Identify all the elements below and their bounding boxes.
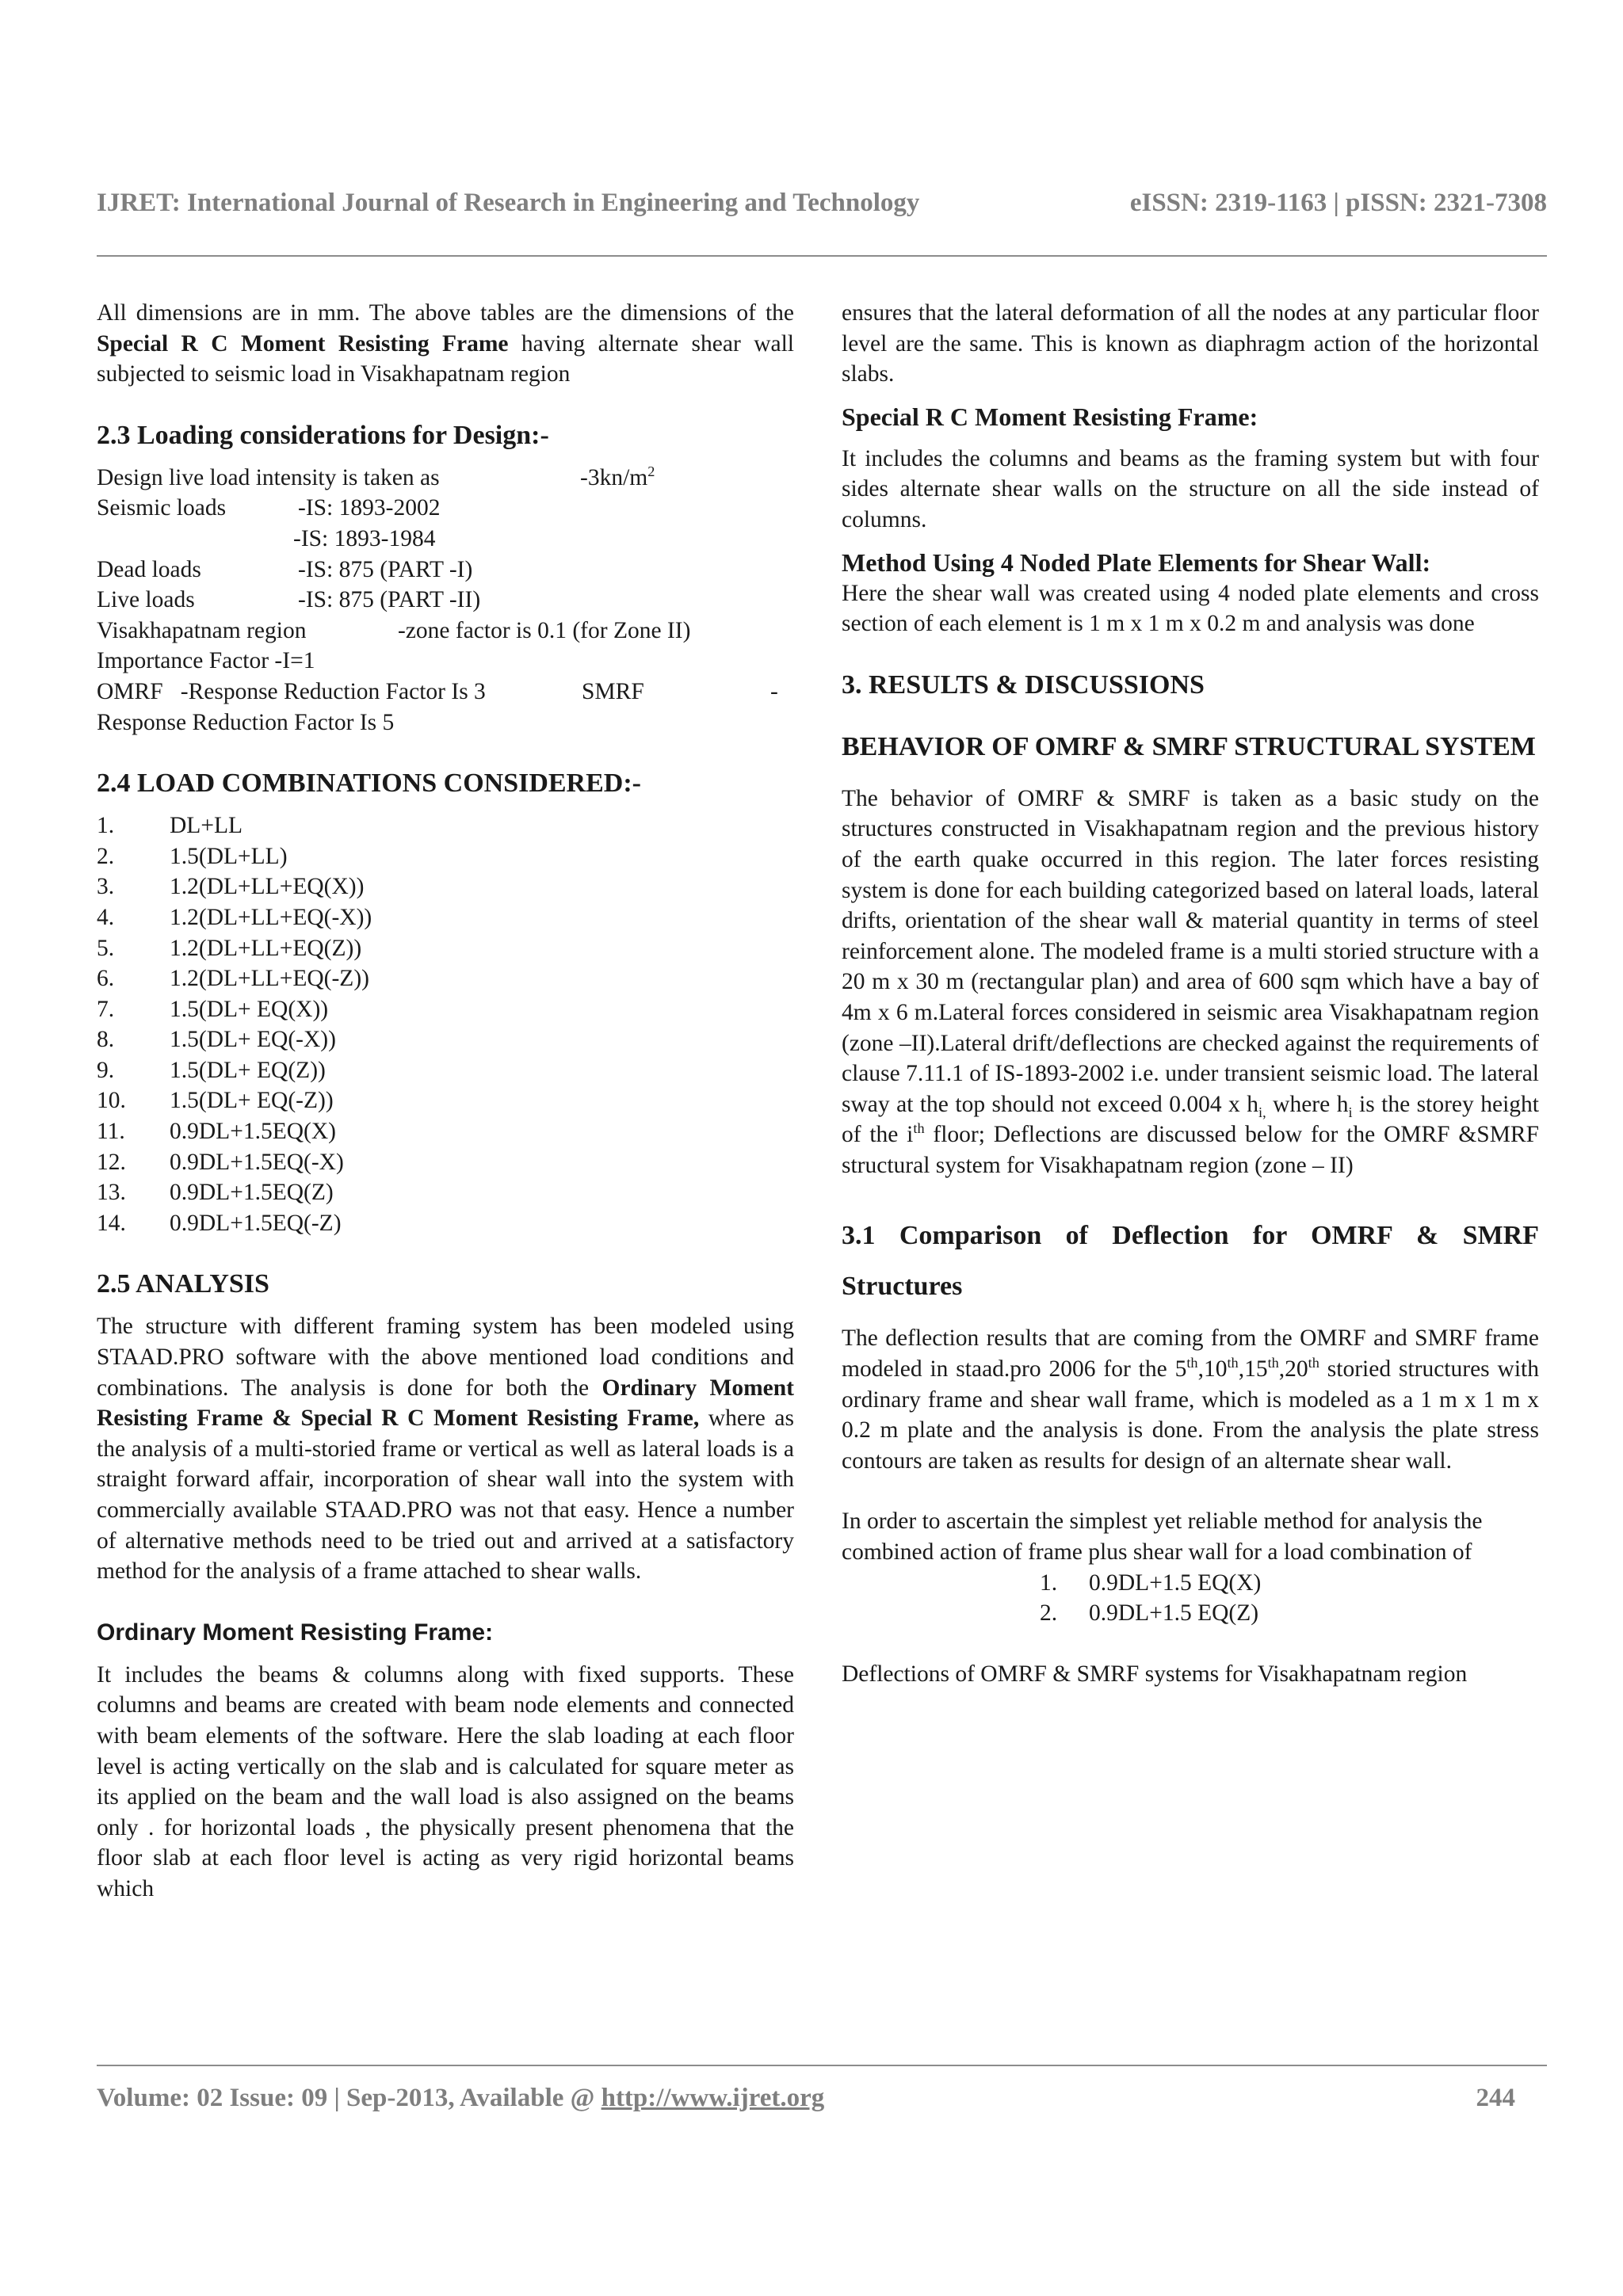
loading-importance: Importance Factor -I=1 xyxy=(97,648,315,674)
page-number: 244 xyxy=(1476,2084,1515,2112)
list-item xyxy=(97,1208,794,1239)
deflection-text: ,15 xyxy=(1238,1356,1268,1383)
superscript: th xyxy=(1308,1355,1319,1371)
list-number: 4. xyxy=(97,904,115,930)
list-text: 1.2(DL+LL+EQ(Z)) xyxy=(170,935,362,961)
method-heading: Method Using 4 Noded Plate Elements for Shear Wall: xyxy=(842,547,1431,577)
behavior-text: floor; Deflections are discussed below for the OMRF &SMRF structural system for Visakhapatnam region (zone – II) xyxy=(842,1122,1540,1178)
list-text: 0.9DL+1.5 EQ(X) xyxy=(1089,1569,1262,1596)
list-text: 1.2(DL+LL+EQ(-X)) xyxy=(170,904,372,930)
running-header xyxy=(97,189,1547,218)
list-text: 0.9DL+1.5EQ(-X) xyxy=(170,1149,344,1175)
list-text: 1.5(DL+LL) xyxy=(170,843,288,869)
list-number: 1. xyxy=(97,813,115,839)
list-item xyxy=(97,810,794,841)
section-2-3-heading: 2.3 Loading considerations for Design:- xyxy=(97,420,549,450)
loading-label: Live loads xyxy=(97,587,195,613)
loading-dash: - xyxy=(770,678,778,704)
loading-seismic-2 xyxy=(97,524,794,555)
deflection-text: ,10 xyxy=(1197,1356,1228,1383)
issn-label: eISSN: 2319-1163 | pISSN: 2321-7308 xyxy=(1129,189,1547,217)
loading-live-design xyxy=(97,463,794,494)
list-number: 3. xyxy=(97,874,115,900)
intro-bold: Special R C Moment Resisting Frame xyxy=(97,330,509,357)
behavior-text: The behavior of OMRF & SMRF is taken as a basic study on the structures constructed in Visakhapatnam region and the previous history of the earth quake occurred in this region. The later forces resisting system is done for each building categorized based on lateral loads, lateral drifts, orientation of the shear wall & material quantity in terms of steel reinforcement alone. The modeled frame is a multi storied structure with a 20 m x 30 m (rectangular plan) and area of 600 sqm which have a bay of 4m x 6 m.Lateral forces considered in seismic area Visakhapatnam region (zone –II).Lateral drift/deflections are checked against the requirements of clause 7.11.1 of IS-1893-2002 i.e. under transient seismic load. The lateral sway at the top should not exceed 0.004 x h xyxy=(842,785,1539,1117)
superscript: th xyxy=(1267,1355,1279,1371)
list-number: 11. xyxy=(97,1119,125,1145)
list-number: 1. xyxy=(1040,1569,1058,1596)
diaphragm-paragraph: ensures that the lateral deformation of all the nodes at any particular floor level are the same. This is known as diaphragm action of the horizontal slabs. xyxy=(842,300,1539,387)
loading-list xyxy=(97,463,794,738)
list-number: 9. xyxy=(97,1057,115,1083)
intro-text: All dimensions are in mm. The above tables are the dimensions of the xyxy=(97,300,794,326)
list-number: 12. xyxy=(97,1149,126,1175)
list-number: 7. xyxy=(97,996,115,1022)
superscript: th xyxy=(1186,1355,1198,1371)
loading-label: Seismic loads xyxy=(97,495,227,521)
list-item xyxy=(97,1024,794,1055)
superscript: th xyxy=(1227,1355,1239,1371)
list-text: 1.2(DL+LL+EQ(-Z)) xyxy=(170,966,369,992)
footer-rule xyxy=(97,2065,1547,2066)
behavior-text: is the storey height of the i xyxy=(842,1091,1539,1148)
running-footer xyxy=(97,2084,1515,2113)
order-paragraph: In order to ascertain the simplest yet reliable method for analysis the combined action of frame plus shear wall for a load combination of xyxy=(842,1508,1483,1566)
list-text: 1.2(DL+LL+EQ(X)) xyxy=(170,874,365,900)
deflection-paragraph xyxy=(842,1323,1539,1476)
behavior-paragraph xyxy=(842,784,1539,1181)
smrf-heading: Special R C Moment Resisting Frame: xyxy=(842,402,1258,431)
behavior-heading: BEHAVIOR OF OMRF & SMRF STRUCTURAL SYSTEM xyxy=(842,731,1536,761)
list-item xyxy=(1040,1598,1539,1629)
list-text: 0.9DL+1.5 EQ(Z) xyxy=(1089,1600,1259,1627)
list-item xyxy=(97,963,794,994)
loading-omrf-smrf xyxy=(97,677,794,707)
deflection-text: ,20 xyxy=(1278,1356,1308,1383)
list-number: 10. xyxy=(97,1088,126,1114)
superscript: th xyxy=(913,1120,925,1137)
loading-live xyxy=(97,585,794,616)
behavior-text: where h xyxy=(1266,1091,1349,1117)
list-text: 0.9DL+1.5EQ(Z) xyxy=(170,1180,334,1206)
loading-value: -IS: 875 (PART -I) xyxy=(298,556,473,582)
intro-text-end: having alternate shear wall subjected to seismic load in Visakhapatnam region xyxy=(97,330,794,387)
list-number: 6. xyxy=(97,966,115,992)
list-number: 14. xyxy=(97,1210,126,1236)
volume-info: Volume: 02 Issue: 09 | Sep-2013, Available @ xyxy=(97,2084,601,2112)
list-item xyxy=(97,1177,794,1208)
loading-dead xyxy=(97,555,794,585)
intro-paragraph xyxy=(97,298,794,390)
loading-label: OMRF -Response Reduction Factor Is 3 xyxy=(97,678,486,704)
loading-region xyxy=(97,616,794,646)
section-2-4-heading: 2.4 LOAD COMBINATIONS CONSIDERED:- xyxy=(97,769,641,799)
loading-label: Visakhapatnam region xyxy=(97,617,307,643)
list-text: 1.5(DL+ EQ(Z)) xyxy=(170,1057,326,1083)
list-number: 13. xyxy=(97,1180,126,1206)
list-number: 5. xyxy=(97,935,115,961)
list-item xyxy=(97,994,794,1025)
combination-list-right xyxy=(1040,1568,1539,1629)
list-text: 1.5(DL+ EQ(-X)) xyxy=(170,1027,336,1053)
analysis-paragraph xyxy=(97,1311,794,1586)
analysis-text-end: where as the analysis of a multi-storied frame or vertical as well as lateral loads is a straight forward affair, incorporation of shear wall into the system with commercially available STAAD.PRO was not that easy. Hence a number of alternative methods need to be tried out and arrived at a satisfactory method for the analysis of a frame attached to shear walls. xyxy=(97,1405,795,1585)
loading-value: -zone factor is 0.1 (for Zone II) xyxy=(398,617,691,643)
list-number: 2. xyxy=(97,843,115,869)
analysis-bold: Ordinary Moment Resisting Frame & Special R C Moment Resisting Frame, xyxy=(97,1375,794,1432)
unit-superscript: 2 xyxy=(647,463,655,479)
loading-seismic xyxy=(97,493,794,524)
list-item xyxy=(1040,1568,1539,1599)
deflection-text: storied structures with ordinary frame and shear wall frame, which is modeled as a 1 m x 1 m x 0.2 m plate and the analysis is done. From the analysis the plate stress contours are taken as results for design of an alternate shear wall. xyxy=(842,1356,1539,1474)
list-number: 2. xyxy=(1040,1600,1058,1627)
left-column xyxy=(97,298,794,1905)
list-item xyxy=(97,933,794,964)
loading-value: -IS: 875 (PART -II) xyxy=(298,587,481,613)
list-number: 8. xyxy=(97,1027,115,1053)
smrf-paragraph: It includes the columns and beams as the framing system but with four sides alternate shear walls on the structure on all the side instead of columns. xyxy=(842,445,1539,532)
list-text: 1.5(DL+ EQ(-Z)) xyxy=(170,1088,334,1114)
list-text: 0.9DL+1.5EQ(X) xyxy=(170,1119,336,1145)
loading-smrf-value: Response Reduction Factor Is 5 xyxy=(97,709,395,735)
loading-label: Dead loads xyxy=(97,556,201,582)
list-text: 0.9DL+1.5EQ(-Z) xyxy=(170,1210,342,1236)
section-2-5-heading: 2.5 ANALYSIS xyxy=(97,1269,269,1299)
loading-label: SMRF xyxy=(582,678,644,704)
subscript: i, xyxy=(1258,1104,1266,1120)
right-column xyxy=(842,298,1539,1689)
header-rule xyxy=(97,255,1547,257)
journal-link[interactable]: http://www.ijret.org xyxy=(601,2084,825,2112)
omrf-paragraph: It includes the beams & columns along with fixed supports. These columns and beams are created with beam node elements and connected with beam elements of the software. Here the slab loading at each floor level is acting vertically on the slab and is calculated for square meter as its applied on the beam and the wall load is also assigned on the beams only . for horizontal loads , the physically present phenomena that the floor slab at each floor level is acting as very rigid horizontal beams which xyxy=(97,1661,794,1901)
subscript: i xyxy=(1348,1104,1353,1120)
journal-title: IJRET: International Journal of Research in Engineering and Technology xyxy=(97,189,920,217)
list-text: DL+LL xyxy=(170,813,243,839)
loading-label: Design live load intensity is taken as xyxy=(97,464,440,490)
list-item xyxy=(97,841,794,872)
section-3-1-heading: 3.1 Comparison of Deflection for OMRF & SMRF Structures xyxy=(842,1221,1539,1302)
analysis-text: The structure with different framing system has been modeled using STAAD.PRO software with the above mentioned load conditions and combinations. The analysis is done for both the xyxy=(97,1314,794,1401)
loading-value: -IS: 1893-2002 xyxy=(298,495,441,521)
list-item xyxy=(97,902,794,933)
omrf-heading: Ordinary Moment Resisting Frame: xyxy=(97,1619,494,1646)
list-text: 1.5(DL+ EQ(X)) xyxy=(170,996,329,1022)
list-item xyxy=(97,1055,794,1086)
list-item xyxy=(97,1085,794,1116)
deflection-text: The deflection results that are coming from the OMRF and SMRF frame modeled in staad.pro 2006 for the 5 xyxy=(842,1325,1539,1383)
section-3-heading: 3. RESULTS & DISCUSSIONS xyxy=(842,669,1205,700)
list-item xyxy=(97,1116,794,1147)
list-item xyxy=(97,1147,794,1178)
final-paragraph: Deflections of OMRF & SMRF systems for Visakhapatnam region xyxy=(842,1661,1468,1687)
method-paragraph: Here the shear wall was created using 4 noded plate elements and cross section of each element is 1 m x 1 m x 0.2 m and analysis was done xyxy=(842,580,1539,637)
load-combination-list xyxy=(97,810,794,1238)
list-item xyxy=(97,871,794,902)
loading-value: -3kn/m xyxy=(580,464,648,490)
loading-value: -IS: 1893-1984 xyxy=(293,525,436,551)
